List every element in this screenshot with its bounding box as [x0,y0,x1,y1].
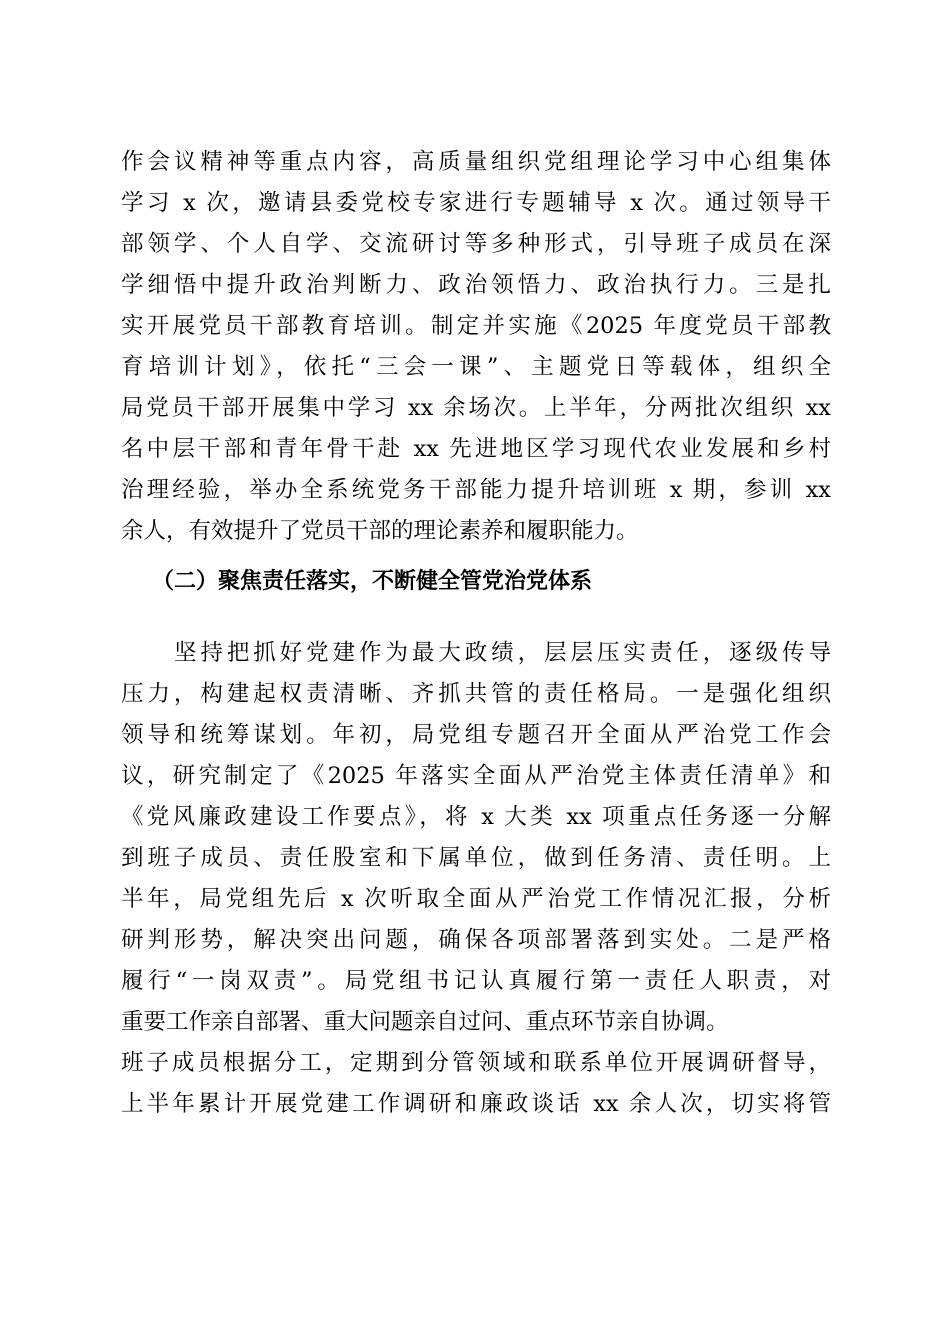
paragraph-1-line-2: 学习 x 次，邀请县委党校专家进行专题辅导 x 次。通过领导干 [121,190,831,216]
paragraph-1-line-6: 育培训计划》，依托“三会一课”、主题党日等载体，组织全 [121,354,831,380]
paragraph-1-line-10: 余人，有效提升了党员干部的理论素养和履职能力。 [121,518,639,544]
paragraph-2-line-3: 领导和统筹谋划。年初，局党组专题召开全面从严治党工作会 [121,722,831,748]
paragraph-1-line-8: 名中层干部和青年骨干赴 xx 先进地区学习现代农业发展和乡村 [121,436,831,462]
section-heading: （二）聚焦责任落实，不断健全管党治党体系 [152,569,593,594]
paragraph-2-line-4: 议，研究制定了《2025 年落实全面从严治党主体责任清单》和 [121,763,831,789]
paragraph-1-line-4: 学细悟中提升政治判断力、政治领悟力、政治执行力。三是扎 [121,272,831,298]
paragraph-1-line-7: 局党员干部开展集中学习 xx 余场次。上半年，分两批次组织 xx [121,395,831,421]
paragraph-2-line-11: 班子成员根据分工，定期到分管领域和联系单位开展调研督导， [121,1050,831,1076]
paragraph-1-line-5: 实开展党员干部教育培训。制定并实施《2025 年度党员干部教 [121,313,831,339]
paragraph-2-line-5: 《党风廉政建设工作要点》，将 x 大类 xx 项重点任务逐一分解 [121,804,831,830]
paragraph-2-line-12: 上半年累计开展党建工作调研和廉政谈话 xx 余人次，切实将管 [121,1091,831,1117]
paragraph-1-line-3: 部领学、个人自学、交流研讨等多种形式，引导班子成员在深 [121,231,831,257]
paragraph-1-line-1: 作会议精神等重点内容，高质量组织党组理论学习中心组集体 [121,149,831,175]
paragraph-2-line-1: 坚持把抓好党建作为最大政绩，层层压实责任，逐级传导 [174,640,831,666]
paragraph-2-line-10: 重要工作亲自部署、重大问题亲自过问、重点环节亲自协调。 [121,1009,729,1035]
paragraph-2-line-2: 压力，构建起权责清晰、齐抓共管的责任格局。一是强化组织 [121,681,831,707]
paragraph-2-line-9: 履行“一岗双责”。局党组书记认真履行第一责任人职责，对 [121,968,831,994]
paragraph-2-line-8: 研判形势，解决突出问题，确保各项部署落到实处。二是严格 [121,927,831,953]
paragraph-2-line-6: 到班子成员、责任股室和下属单位，做到任务清、责任明。上 [121,845,831,871]
paragraph-1-line-9: 治理经验，举办全系统党务干部能力提升培训班 x 期，参训 xx [121,477,831,503]
paragraph-2-line-7: 半年，局党组先后 x 次听取全面从严治党工作情况汇报，分析 [121,886,831,912]
